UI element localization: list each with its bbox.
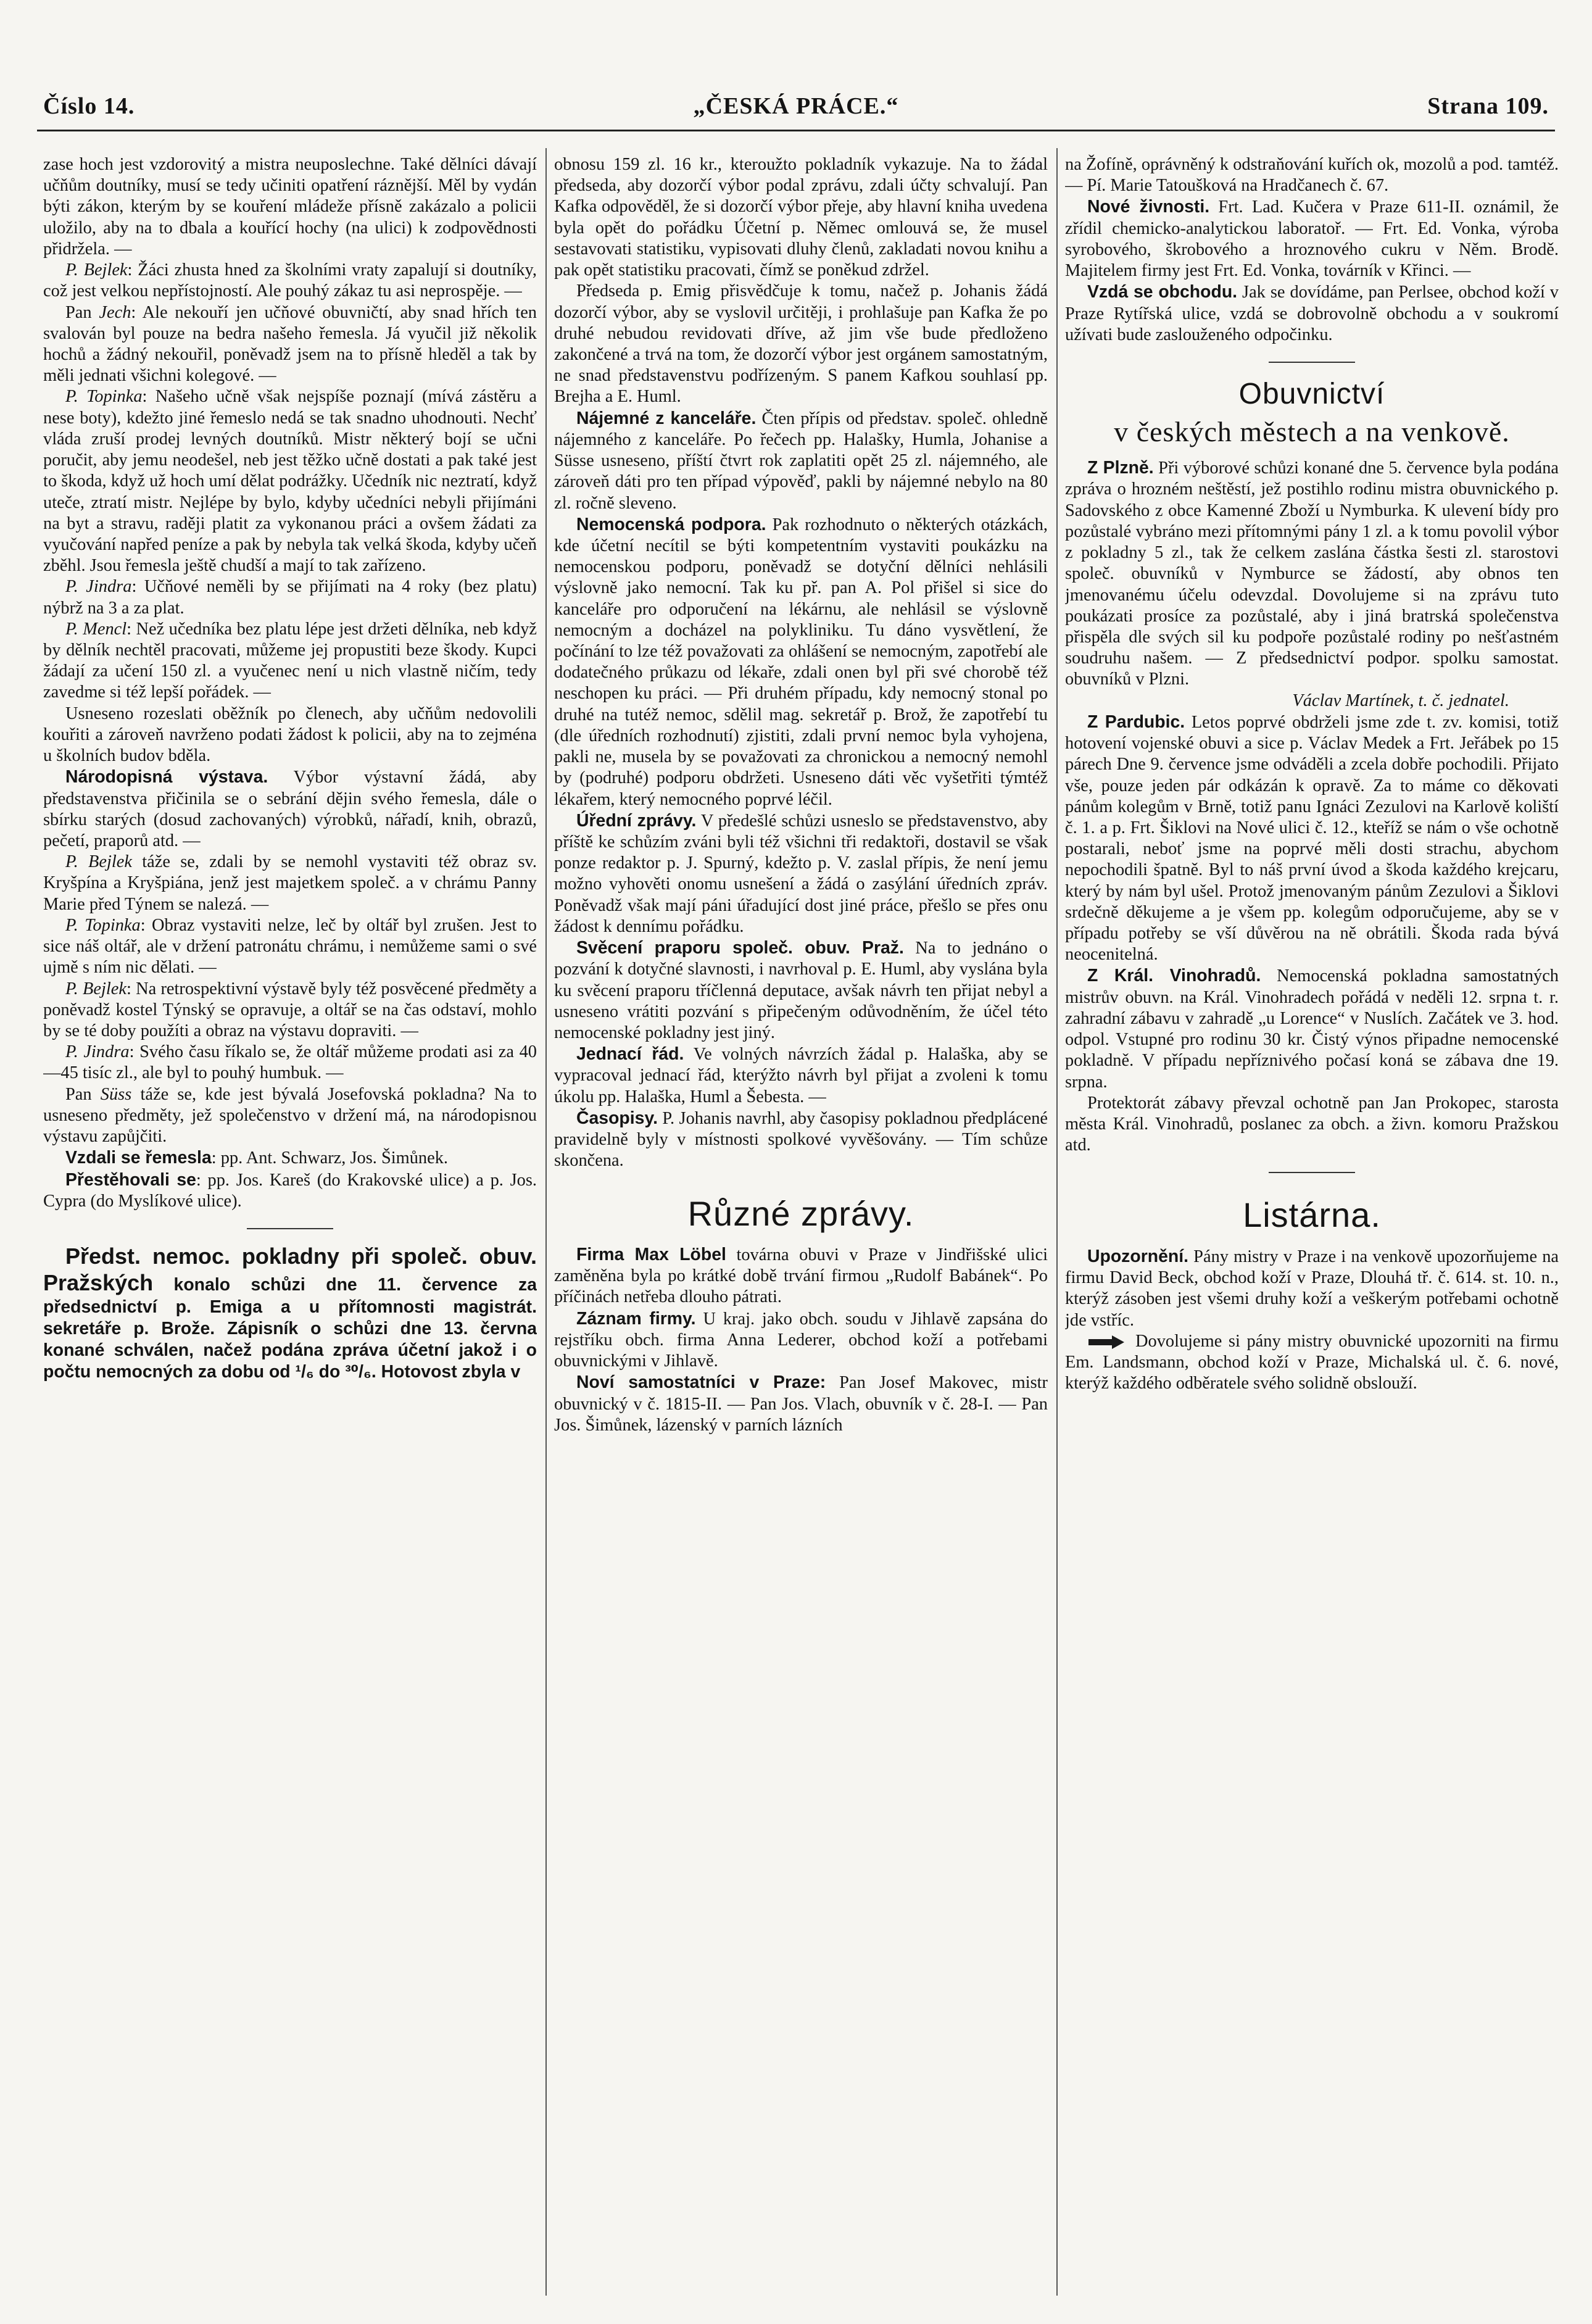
paragraph: Předseda p. Emig přisvědčuje k tomu, načež p. Johanis žádá dozorčí výbor, aby se vyslovil určitěji, i prohlašuje pan Kafka že po druhé nebudou revidovati dříve, až jim vše bude předloženo zakončené a trvá na tom, že dozorčí výbor jest orgánem samostatným, ne snad představenstvu podřízeným. S panem Kafkou souhlasí pp. Brejha a E. Huml.: [554, 281, 1048, 407]
paragraph: Usneseno rozeslati oběžník po členech, aby učňům nedovolili kouřiti a zároveň navrženo podati žádost k policii, aby na to zejména u školních budov bděla.: [43, 703, 537, 766]
separator-rule: [1269, 1172, 1355, 1173]
column-divider: [1056, 148, 1058, 2296]
paragraph: P. Bejlek táže se, zdali by se nemohl vystaviti též obraz sv. Kryšpína a Kryšpiána, jenž jest majetkem společ. a v chrámu Panny Marie před Týnem se nalezá. —: [43, 852, 537, 914]
column-1: [43, 154, 537, 2296]
paragraph: Pan Süss táže se, kde jest bývalá Josefovská pokladna? Na to usneseno předměty, jež společenstvo v držení má, na národopisnou výstavu zapůjčiti.: [43, 1084, 537, 1147]
speaker-name: P. Topinka: [65, 915, 141, 935]
speaker-name: P. Bejlek: [65, 260, 128, 280]
paragraph: Úřední zprávy. V předešlé schůzi usneslo se představenstvo, aby příště ke schůzím zváni byli též všichni tři redaktoři, dostavil se však ponze redaktor p. J. Spurný, kdežto p. V. zaslal přípis, že není jemu možno vyhověti onomu usnešení a žádá o zasýlání úředních zpráv. Poněvadž však mají páni úřadující dost jiné práce, přešlo se přes onu žádost k dennímu pořádku.: [554, 810, 1048, 936]
paragraph: P. Bejlek: Na retrospektivní výstavě byly též posvěcené předměty a poněvadž kostel Týnský se opravuje, a oltář se na čas odstaví, mohlo by se té doby použíti a obraz na výstavu dopraviti. —: [43, 979, 537, 1040]
speaker-name: Jech: [99, 302, 131, 322]
pointing-hand-icon: [1087, 1333, 1127, 1351]
section-heading: Nové živnosti.: [1087, 197, 1210, 217]
paragraph: P. Jindra: Učňové neměli by se přijímati na 4 roky (bez platu) nýbrž na 3 a za plat.: [43, 577, 537, 618]
section-heading: Vzdá se obchodu.: [1087, 282, 1238, 302]
paragraph: Upozornění. Pány mistry v Praze i na venkově upozorňujeme na firmu David Beck, obchod koží v Praze, Dlouhá tř. č. 614. st. 10. n., kterýž zásoben jest všemi druhy koží a veškerým potřebami ochotně jde vstříc.: [1065, 1246, 1559, 1330]
paragraph: P. Topinka: Našeho učně však nejspíše poznají (mívá zástěru a nese boty), kdežto jiné řemeslo nedá se tak snadno uhodnouti. Nechť vláda zruší prodej levných doutníků. Mistr některý bojí se učni poručit, aby jemu neodešel, neb jest těžko učně dostati a pak také jest to škoda, když už hoch umí dělat podrážky. Učedník nic neztratí, když uteče, ztratí mistr. Nejlépe by bylo, kdyby učedníci nebyli přijímáni na byt a stravu, raději platit za vykonanou práci a ovšem žádati za vyučování napřed peníze a pak by nebyla tak velká škoda, kdyby učeň zběhl. Jsou řemesla ještě chudší a mají to tak zařízeno.: [43, 387, 537, 576]
section-heading: Upozornění.: [1087, 1246, 1189, 1266]
signature: Václav Martínek, t. č. jednatel.: [1292, 691, 1509, 710]
issue-number: Číslo 14.: [43, 93, 135, 119]
section-heading: Noví samostatníci v Praze:: [576, 1372, 826, 1393]
section-heading: Nemocenská podpora.: [576, 514, 766, 534]
paragraph: Svěcení praporu společ. obuv. Praž. Na to jednáno o pozvání k dotyčné slavnosti, i navrhoval p. E. Huml, aby vyslána byla ku svěcení praporu tříčlenná deputace, avšak návrh ten přijat nebyl a usneseno vrátiti pozvání s připečeným odůvodněním, že účel této nemocenské pokladny jest jiný.: [554, 938, 1048, 1042]
paragraph: Přestěhovali se: pp. Jos. Kareš (do Krakovské ulice) a p. Jos. Cypra (do Myslíkové ulice).: [43, 1169, 537, 1211]
section-heading: Jednací řád.: [576, 1044, 684, 1064]
page-number: Strana 109.: [1427, 93, 1549, 119]
separator-rule: [247, 1228, 333, 1229]
separator-rule: [1269, 362, 1355, 363]
paragraph: Vzdá se obchodu. Jak se dovídáme, pan Perlsee, obchod koží v Praze Rytířská ulice, vzdá se dobrovolně obchodu a v soukromí užívati bude zaslouženého odpočinku.: [1065, 282, 1559, 344]
article-heading: Předst. nemoc. pokladny při společ. obuv. Pražských: [43, 1243, 537, 1296]
speaker-name: P. Mencl: [65, 619, 127, 639]
paragraph: Nájemné z kanceláře. Čten přípis od představ. společ. ohledně nájemného z kanceláře. Po řečech pp. Halašky, Humla, Johanise a Süsse usneseno, příští čtvrt rok zaplatiti opět 25 zl. nájemného, ale zároveň dáti pro ten případ výpověď, pakli by nájemné nebylo na 80 zl. ročně sleveno.: [554, 408, 1048, 513]
paragraph: P. Bejlek: Žáci zhusta hned za školními vraty zapalují si doutníky, což jest velkou nepřístojností. Ale pouhý zákaz tu asi neprospěje. —: [43, 260, 537, 301]
paragraph: Nové živnosti. Frt. Lad. Kučera v Praze 611-II. oznámil, že zřídil chemicko-analytickou laboratoř. — Frt. Ed. Vonka, výroba syrobového, škrobového a hroznového cukru v Něm. Brodě. Majitelem firmy jest Frt. Ed. Vonka, továrník v Křinci. —: [1065, 197, 1559, 281]
speaker-name: P. Jindra: [65, 577, 132, 597]
page-header: [43, 93, 1549, 142]
paragraph: Vzdali se řemesla: pp. Ant. Schwarz, Jos. Šimůnek.: [65, 1148, 448, 1168]
paragraph: P. Jindra: Svého času říkalo se, že oltář můžeme prodati asi za 40—45 tisíc zl., ale byl to pouhý humbuk. —: [43, 1042, 537, 1083]
section-heading: Z Král. Vinohradů.: [1087, 966, 1261, 986]
paragraph: Záznam firmy. U kraj. jako obch. soudu v Jihlavě zapsána do rejstříku obch. firma Anna Lederer, obchod koží a potřebami obuvnickými v Jihlavě.: [554, 1308, 1048, 1371]
paragraph: Noví samostatníci v Praze: Pan Josef Makovec, mistr obuvnický v č. 1815-II. — Pan Jos. Vlach, obuvník v č. 28-I. — Pan Jos. Šimůnek, lázenský v parních lázních: [554, 1372, 1048, 1435]
paragraph: P. Mencl: Než učedníka bez platu lépe jest držeti dělníka, neb když by dělník nechtěl pracovati, můžeme jej propustiti beze škody. Kupci žádají za učení 150 zl. a vyučenec není u nich vlastně ničím, tedy zavedme si též lepší pořádek. —: [43, 619, 537, 702]
column-2: [554, 154, 1048, 2296]
section-subtitle: v českých městech a na venkově.: [1114, 415, 1510, 447]
paragraph: Nemocenská podpora. Pak rozhodnuto o některých otázkách, kde účetní necítil se býti kompetentním vystaviti poukázku na nemocenskou podporu, poněvadž se dotyční dělníci nehlásili výslovně jako nemocní. Tak ku př. pan A. Pol přišel si sice do kanceláře pro odporučení na lékárnu, ale nehlásil se výslovně nemocným a docházel na polykliniku. Tu dáno vysvětlení, že počínání to lze též považovati za ohlášení se nemocným, zapotřebí ale dodatečného průkazu od lékaře, zdali onen byl při své chorobě též neschopen ku práci. — Při druhém případu, kdy nemocný stonal po druhé na tutéž nemoc, sdělil mag. sekretář p. Brož, že zapotřebí tu (dle úředních rozhodnutí) zjistiti, zdali první nemoc byla vyhojena, pakli ne, musela by se považovati za chronickou a nemocný nemohl by (podruhé) podporu obdržeti. Usneseno dáti věc vyšetřiti týmtéž lékařem, který nemocného poprvé léčil.: [554, 514, 1048, 809]
paragraph: Jednací řád. Ve volných návrzích žádal p. Halaška, aby se vypracoval jednací řád, kterýžto návrh byl přijat a zvoleni k tomu úkolu pp. Halaška, Huml a Šebesta. —: [554, 1044, 1048, 1106]
paragraph: Firma Max Löbel továrna obuvi v Praze v Jindřišské ulici zaměněna byla po krátké době trvání firmou „Rudolf Babánek“. Po příčinách netřeba dlouho pátrati.: [554, 1244, 1048, 1307]
paragraph: obnosu 159 zl. 16 kr., kteroužto pokladník vykazuje. Na to žádal předseda, aby dozorčí výbor podal zprávu, zdali účty schvalují. Pan Kafka odpověděl, že si dozorčí výbor přeje, aby hlavní kniha uvedena byla opět do pořádku Účetní p. Němec omlouvá se, že musel sestavovati statistiku, vypisovati dluhy členů, zakladati novou knihu a pak opět statistiku pracovati, čímž se poněkud zdržel.: [554, 155, 1048, 280]
speaker-name: Süss: [100, 1084, 132, 1104]
paragraph: P. Topinka: Obraz vystaviti nelze, leč by oltář byl zrušen. Jest to sice náš oltář, ale v držení patronátu chrámu, i nemůžeme sami o své ujmě s ním nic dělati. —: [43, 915, 537, 977]
section-heading: Svěcení praporu společ. obuv. Praž.: [576, 938, 904, 958]
section-heading: Záznam firmy.: [576, 1308, 696, 1329]
column-3: [1065, 154, 1559, 2296]
column-divider: [545, 148, 547, 2296]
paragraph: Z Pardubic. Letos poprvé obdrželi jsme zde t. zv. komisi, totiž hotovení vojenské obuvi a sice p. Václav Medek a Frt. Jeřábek po 15 párech Dne 9. července jsme odváděli a zcela dobře pochodili. Přijato vše, pouze jeden pár odkázán k opravě. Za to máme co děkovati pánům kolegům v Brně, totiž panu Ignáci Zezulovi na Karlově koliští č. 1. a p. Frt. Šiklovi na Nové ulici č. 12., kteříž se nám o vše ochotně postarali, neboť jsme na poprvé měli dosti strachu, abychom nepochodili špatně. Byl to náš první úvod a škoda každého krejcaru, který by nám byl ušel. Protož jmenovaným pánům Zezulovi a Šiklovi srdečně děkujeme a je všem pp. kolegům odporučujeme, aby se v případu potřeby se vší důvěrou na ně obrátili. Škoda rada bývá neocenitelná.: [1065, 712, 1559, 965]
section-heading: Z Plzně.: [1087, 458, 1154, 478]
paragraph: Z Král. Vinohradů. Nemocenská pokladna samostatných mistrův obuvn. na Král. Vinohradech pořádá v neděli 12. srpna t. r. zahradní zábavu v zahradě „u Lorence“ v Nuslích. Začátek ve 3. hod. odpol. Vstupné pro rodinu 30 kr. Čistý výnos připadne nemocenské pokladně. V případu nepříznivého počasí koná se zábava dne 19. srpna.: [1065, 966, 1559, 1092]
section-heading: Úřední zprávy.: [576, 810, 697, 831]
speaker-name: P. Jindra: [65, 1042, 130, 1062]
section-heading: Firma Max Löbel: [576, 1244, 726, 1264]
section-title-listarna: Listárna.: [1243, 1195, 1381, 1235]
paragraph: Z Plzně. Při výborové schůzi konané dne 5. července byla podána zpráva o hrozném neštěstí, jež postihlo rodinu mistra obuvnického p. Sadovského z obce Kamenné Zboží u Nymburka. K ulevení bídy pro pozůstalé vybráno mezi přítomnými pány 1 zl. a k tomu povolil výbor z pokladny 5 zl., tak že celkem zaslána částka šesti zl. starostovi společ. obuvníků v Nymburce se žádostí, aby obnos ten jmenovanému účelu odevzdal. Dovolujeme si na zprávu tuto poukázati prosíce za pozůstalé, aby i jiná bratrská společenstva přispěla dle svých sil ku podpoře pozůstalé rodiny po nešťastném soudruhu našem. — Z předsednictví podpor. spolku samostat. obuvníků v Plzni.: [1065, 458, 1559, 689]
section-heading: Přestěhovali se: [65, 1169, 196, 1190]
paragraph: na Žofíně, oprávněný k odstraňování kuřích ok, mozolů a pod. tamtéž. — Pí. Marie Tatoušková na Hradčanech č. 67.: [1065, 155, 1559, 196]
section-heading: Vzdali se řemesla: [65, 1148, 212, 1168]
newspaper-title: „ČESKÁ PRÁCE.“: [693, 93, 899, 119]
speaker-name: P. Bejlek: [65, 852, 132, 872]
section-heading: Časopisy.: [576, 1108, 658, 1128]
paragraph: Předst. nemoc. pokladny při společ. obuv. Pražských konalo schůzi dne 11. července za předsednictví p. Emiga a u přítomnosti magistrát. sekretáře p. Brože. Zápisník o schůzi dne 13. června konané schválen, načež podána zpráva účetní jakož i o počtu nemocných za dobu od ¹/₆ do ³⁰/₆. Hotovost zbyla v: [43, 1243, 537, 1382]
section-heading: Z Pardubic.: [1087, 712, 1185, 732]
section-heading: Nájemné z kanceláře.: [576, 408, 757, 428]
paragraph: zase hoch jest vzdorovitý a mistra neuposlechne. Také dělníci dávají učňům doutníky, musí se tedy učiniti opatření ráznější. Měl by vydán býti zákon, kterým by se kouření mládeže přísně zakázalo a policii uložilo, aby na to dbala a kouřící hochy (na ulici) k zodpovědnosti přidržela. —: [43, 155, 537, 259]
paragraph: Časopisy. P. Johanis navrhl, aby časopisy pokladnou předplácené pravidelně byly v místnosti spolkové vyvěšovány. — Tím schůze skončena.: [554, 1108, 1048, 1171]
section-title-ruzne-zpravy: Různé zprávy.: [687, 1193, 914, 1233]
paragraph: Protektorát zábavy převzal ochotně pan Jan Prokopec, starosta města Král. Vinohradů, poslanec za obch. a živn. komoru Pražskou atd.: [1065, 1093, 1559, 1155]
section-heading: Národopisná výstava.: [65, 767, 268, 787]
speaker-name: P. Bejlek: [65, 979, 126, 998]
paragraph: Pan Jech: Ale nekouří jen učňové obuvničtí, aby snad hřích ten svalován byl pouze na bedra našeho řemesla. Já vyučil již několik hochů a žádný nekouřil, poněvadž jsem na to přísně hleděl a tak by měli jednati všichni kolegové. —: [43, 302, 537, 386]
speaker-name: P. Topinka: [65, 387, 143, 407]
header-rule: [37, 130, 1555, 131]
section-title-obuvnictvi: Obuvnictví: [1238, 377, 1385, 410]
paragraph: Dovolujeme si pány mistry obuvnické upozorniti na firmu Em. Landsmann, obchod koží v Praze, Michalská ul. č. 6. nové, kterýž každého odběratele svého solidně obslouží.: [1065, 1331, 1559, 1393]
paragraph: Národopisná výstava. Výbor výstavní žádá, aby představenstva přičinila se o sebrání dějin svého řemesla, dále o sbírku starých (dosud zachovaných) výrobků, nářadí, knih, obrazů, pečetí, praporů atd. —: [43, 767, 537, 850]
